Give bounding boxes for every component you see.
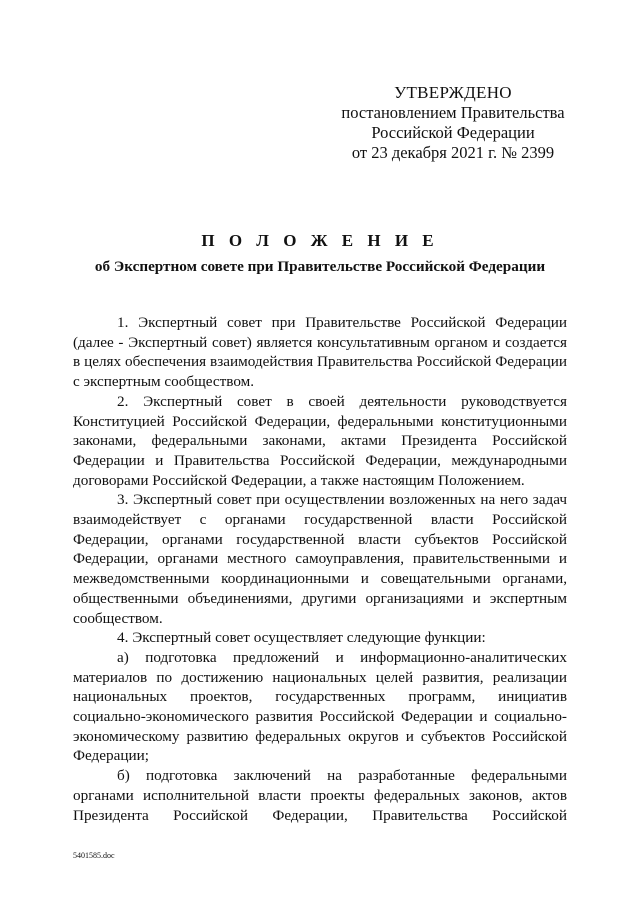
paragraph-3: 3. Экспертный совет при осуществлении возложенных на него задач взаимодействует с органами государственной власти Российской Федерации, органами государственной власти субъектов Российской Федерации, органами местного самоуправления, правительственными и межведомственными координационными и совещательными органами, общественными объединениями, другими организациями и экспертным сообществом. xyxy=(73,491,567,627)
paragraph-2: 2. Экспертный совет в своей деятельности руководствуется Конституцией Российской Федерации, федеральными конституционными законами, федеральными законами, актами Президента Российской Федерации и Правительства Российской Федерации, международными договорами Российской Федерации, а также настоящим Положением. xyxy=(73,392,567,489)
paragraph-4: 4. Экспертный совет осуществляет следующие функции: xyxy=(117,629,486,647)
document-body xyxy=(73,313,567,825)
approval-line-date-number: от 23 декабря 2021 г. № 2399 xyxy=(351,143,555,162)
document-title: П О Л О Ж Е Н И Е xyxy=(201,231,439,250)
paragraph-1: 1. Экспертный совет при Правительстве Российской Федерации (далее - Экспертный совет) является консультативным органом и создается в целях обеспечения взаимодействия Правительства Российской Федерации с экспертным сообществом. xyxy=(73,314,567,391)
approval-line-decree: постановлением Правительства xyxy=(341,103,565,122)
document-file-code: 5401585.doc xyxy=(73,851,115,860)
paragraph-4a: а) подготовка предложений и информационно-аналитических материалов по достижению национальных целей развития, реализации национальных проектов, государственных программ, инициатив социально-экономического развития Российской Федерации и социально-экономическому развитию федеральных округов и субъектов Российской Федерации; xyxy=(73,648,567,765)
document-subtitle: об Экспертном совете при Правительстве Российской Федерации xyxy=(94,258,546,275)
paragraph-4b: б) подготовка заключений на разработанные федеральными органами исполнительной власти проекты федеральных законов, актов Президента Российской Федерации, Правительства Российской xyxy=(73,767,567,824)
approval-line-government: Российской Федерации xyxy=(371,123,535,142)
approval-title: УТВЕРЖДЕНО xyxy=(394,83,512,102)
approval-stamp xyxy=(320,83,586,163)
